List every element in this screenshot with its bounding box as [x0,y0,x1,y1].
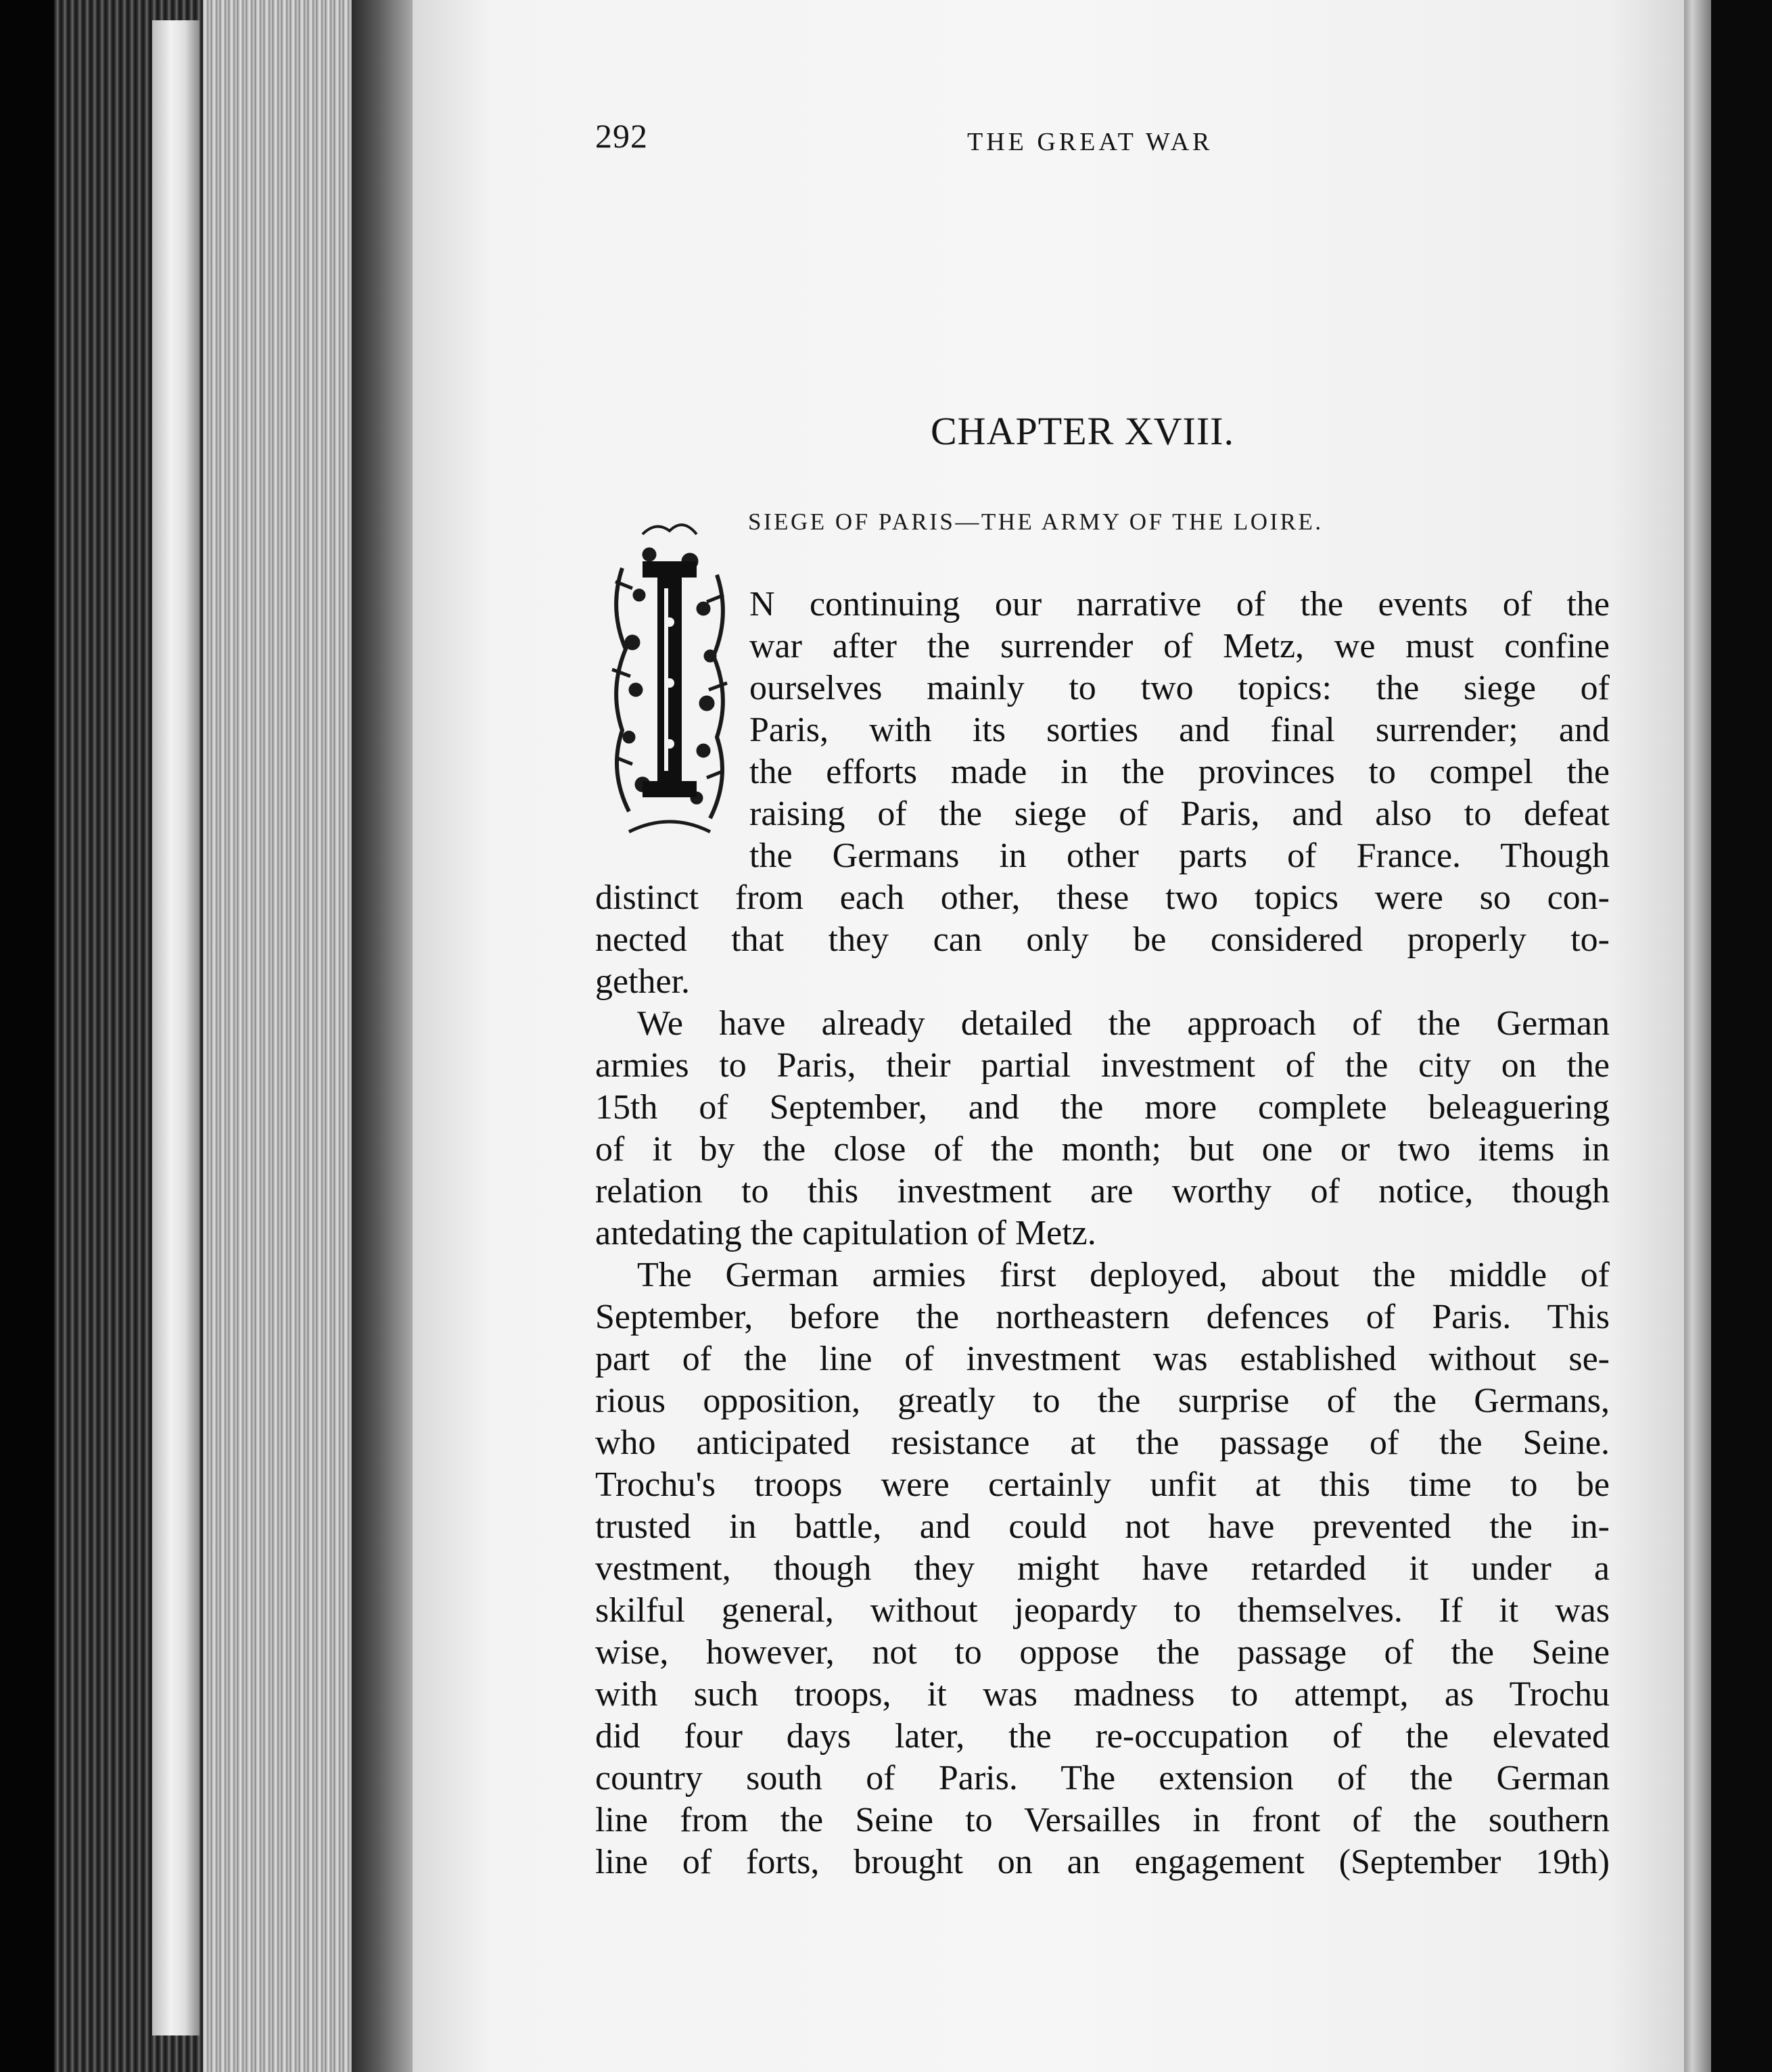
scan-border-right [1711,0,1772,2072]
book-page-edge-highlight [152,20,200,2035]
book-page-edge-right [1684,0,1711,2072]
drop-cap-paragraph-lines [749,584,1610,877]
text-line: relation to this investment are worthy of notice, though [595,1172,1610,1210]
page-number: 292 [595,117,648,155]
text-line: with such troops, it was madness to attempt, as Trochu [595,1675,1610,1714]
chapter-subtitle: SIEGE OF PARIS—THE ARMY OF THE LOIRE. [748,509,1324,535]
text-line: part of the line of investment was established without se- [595,1340,1610,1378]
text-line: September, before the northeastern defences of Paris. This [595,1298,1610,1336]
text-line: line from the Seine to Versailles in front of the southern [595,1801,1610,1839]
text-line: Paris, with its sorties and final surrender; and [749,711,1610,749]
ornamental-initial-icon [602,514,737,852]
text-line: antedating the capitulation of Metz. [595,1214,1096,1252]
text-line: The German armies first deployed, about the middle of [637,1256,1610,1294]
text-line: vestment, though they might have retarded it under a [595,1549,1610,1588]
text-line: trusted in battle, and could not have prevented the in- [595,1507,1610,1546]
drop-cap-graphic [602,514,737,852]
text-line: wise, however, not to oppose the passage of the Seine [595,1633,1610,1672]
text-line: who anticipated resistance at the passage of the Seine. [595,1423,1610,1462]
text-line: the efforts made in the provinces to compel the [749,753,1610,791]
text-line: gether. [595,962,691,1001]
running-title: THE GREAT WAR [967,128,1213,156]
text-line: did four days later, the re-occupation of the elevated [595,1717,1610,1756]
text-line: Trochu's troops were certainly unfit at this time to be [595,1465,1610,1504]
text-line: distinct from each other, these two topics were so con- [595,878,1610,917]
running-head [595,116,1623,164]
text-line: line of forts, brought on an engagement (September 19th) [595,1843,1610,1881]
text-line: armies to Paris, their partial investment of the city on the [595,1046,1610,1085]
book-page-edges-left-inner [203,0,358,2072]
text-line: nected that they can only be considered properly to- [595,920,1610,959]
text-line: the Germans in other parts of France. Though [749,837,1610,875]
book-gutter-shadow [352,0,419,2072]
body-text [595,877,1610,1883]
text-line: raising of the siege of Paris, and also to defeat [749,795,1610,833]
text-line: N continuing our narrative of the events of the [749,585,1610,623]
text-line: We have already detailed the approach of the German [637,1004,1610,1043]
chapter-title: CHAPTER XVIII. [931,409,1234,453]
text-line: ourselves mainly to two topics: the siege of [749,669,1610,707]
text-line: 15th of September, and the more complete beleaguering [595,1088,1610,1127]
text-line: of it by the close of the month; but one or two items in [595,1130,1610,1169]
text-line: rious opposition, greatly to the surprise of the Germans, [595,1382,1610,1420]
text-line: skilful general, without jeopardy to themselves. If it was [595,1591,1610,1630]
text-line: country south of Paris. The extension of the German [595,1759,1610,1797]
text-line: war after the surrender of Metz, we must confine [749,627,1610,665]
